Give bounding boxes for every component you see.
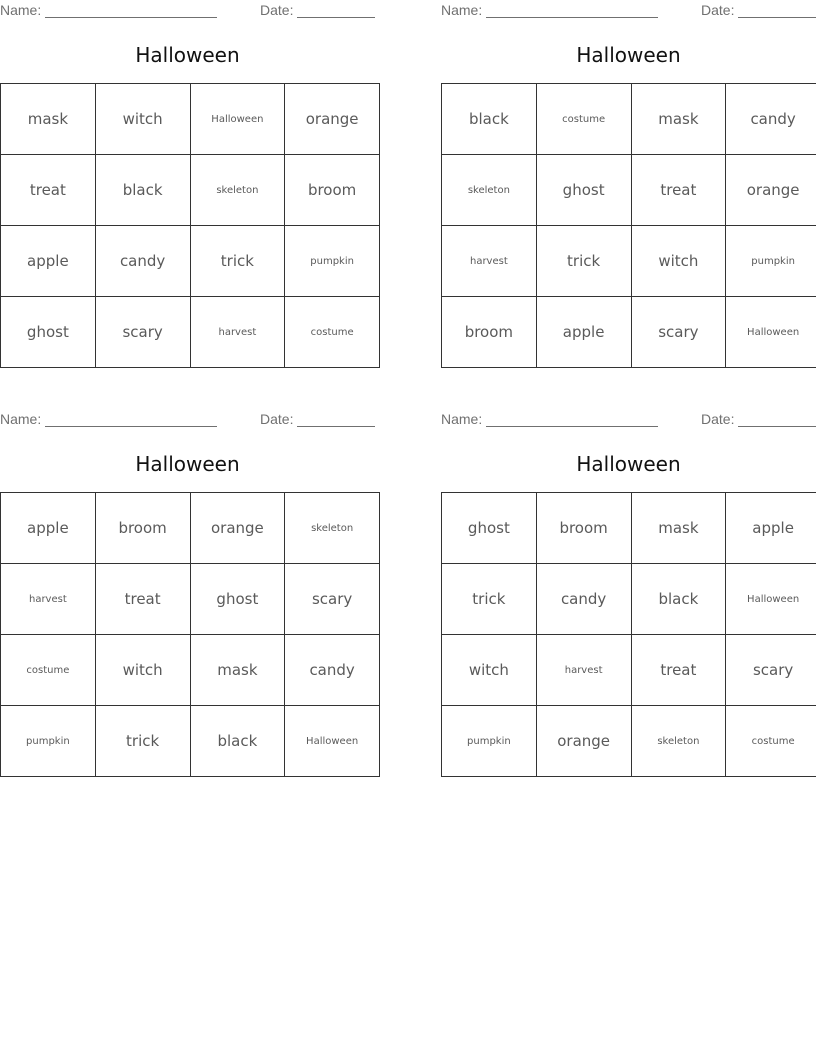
bingo-grid xyxy=(441,83,816,368)
bingo-cell: skeleton xyxy=(190,155,285,226)
bingo-cell: black xyxy=(95,155,190,226)
bingo-cell: harvest xyxy=(1,564,96,635)
name-field-line[interactable] xyxy=(45,426,217,427)
date-field-line[interactable] xyxy=(297,17,375,18)
bingo-cell: black xyxy=(190,706,285,777)
bingo-cell: orange xyxy=(285,84,380,155)
bingo-cell: candy xyxy=(726,84,816,155)
grid-row xyxy=(1,706,380,777)
bingo-cell: mask xyxy=(631,493,726,564)
bingo-cell: Halloween xyxy=(190,84,285,155)
date-label: Date: xyxy=(701,2,735,18)
bingo-cell: costume xyxy=(1,635,96,706)
bingo-cell: skeleton xyxy=(631,706,726,777)
name-label: Name: xyxy=(0,2,42,18)
bingo-cell: Halloween xyxy=(726,564,816,635)
bingo-cell: candy xyxy=(536,564,631,635)
grid-row xyxy=(1,155,380,226)
grid-row xyxy=(442,155,816,226)
name-field-line[interactable] xyxy=(45,17,217,18)
bingo-cell: ghost xyxy=(536,155,631,226)
bingo-cell: treat xyxy=(631,155,726,226)
grid-row xyxy=(1,226,380,297)
bingo-cell: pumpkin xyxy=(726,226,816,297)
bingo-cell: mask xyxy=(190,635,285,706)
grid-row xyxy=(1,635,380,706)
date-field-line[interactable] xyxy=(738,426,816,427)
bingo-cell: witch xyxy=(95,635,190,706)
date-field-line[interactable] xyxy=(297,426,375,427)
grid-row xyxy=(1,564,380,635)
bingo-cell: ghost xyxy=(190,564,285,635)
bingo-cell: scary xyxy=(95,297,190,368)
bingo-cell: treat xyxy=(95,564,190,635)
bingo-cell: treat xyxy=(1,155,96,226)
name-label: Name: xyxy=(441,2,483,18)
bingo-cell: costume xyxy=(726,706,816,777)
bingo-cell: broom xyxy=(95,493,190,564)
bingo-cell: witch xyxy=(95,84,190,155)
bingo-cell: broom xyxy=(442,297,537,368)
name-date-header xyxy=(441,2,816,20)
bingo-cell: harvest xyxy=(442,226,537,297)
date-label: Date: xyxy=(260,411,294,427)
bingo-cell: costume xyxy=(285,297,380,368)
bingo-grid xyxy=(0,83,380,368)
name-field-line[interactable] xyxy=(486,426,658,427)
bingo-cell: black xyxy=(631,564,726,635)
bingo-cell: candy xyxy=(95,226,190,297)
bingo-grid xyxy=(0,492,380,777)
bingo-cell: apple xyxy=(536,297,631,368)
grid-row xyxy=(1,297,380,368)
grid-row xyxy=(442,635,816,706)
grid-row xyxy=(442,297,816,368)
bingo-cell: broom xyxy=(285,155,380,226)
card-title: Halloween xyxy=(135,452,240,476)
bingo-cell: witch xyxy=(442,635,537,706)
name-label: Name: xyxy=(0,411,42,427)
bingo-cell: apple xyxy=(1,493,96,564)
bingo-cell: trick xyxy=(536,226,631,297)
bingo-cell: apple xyxy=(726,493,816,564)
bingo-cell: Halloween xyxy=(726,297,816,368)
name-field-line[interactable] xyxy=(486,17,658,18)
card-title: Halloween xyxy=(576,43,681,67)
grid-row xyxy=(1,493,380,564)
bingo-grid xyxy=(441,492,816,777)
card-title: Halloween xyxy=(135,43,240,67)
bingo-cell: scary xyxy=(726,635,816,706)
bingo-cell: black xyxy=(442,84,537,155)
bingo-cell: pumpkin xyxy=(442,706,537,777)
bingo-cell: orange xyxy=(536,706,631,777)
grid-row xyxy=(442,84,816,155)
bingo-cell: mask xyxy=(1,84,96,155)
grid-row xyxy=(442,564,816,635)
bingo-cell: broom xyxy=(536,493,631,564)
bingo-cell: scary xyxy=(631,297,726,368)
bingo-cell: Halloween xyxy=(285,706,380,777)
bingo-cell: pumpkin xyxy=(285,226,380,297)
bingo-cell: trick xyxy=(442,564,537,635)
name-date-header xyxy=(0,411,375,429)
bingo-cell: treat xyxy=(631,635,726,706)
bingo-cell: ghost xyxy=(1,297,96,368)
bingo-cell: harvest xyxy=(190,297,285,368)
bingo-cell: ghost xyxy=(442,493,537,564)
bingo-cell: skeleton xyxy=(442,155,537,226)
card-title: Halloween xyxy=(576,452,681,476)
bingo-cell: pumpkin xyxy=(1,706,96,777)
name-label: Name: xyxy=(441,411,483,427)
grid-row xyxy=(442,706,816,777)
date-label: Date: xyxy=(701,411,735,427)
bingo-cell: trick xyxy=(95,706,190,777)
date-label: Date: xyxy=(260,2,294,18)
bingo-cell: trick xyxy=(190,226,285,297)
bingo-cell: orange xyxy=(726,155,816,226)
bingo-cell: skeleton xyxy=(285,493,380,564)
bingo-cell: costume xyxy=(536,84,631,155)
bingo-cell: orange xyxy=(190,493,285,564)
bingo-cell: mask xyxy=(631,84,726,155)
name-date-header xyxy=(441,411,816,429)
grid-row xyxy=(1,84,380,155)
date-field-line[interactable] xyxy=(738,17,816,18)
bingo-cell: scary xyxy=(285,564,380,635)
bingo-cell: witch xyxy=(631,226,726,297)
name-date-header xyxy=(0,2,375,20)
bingo-cell: harvest xyxy=(536,635,631,706)
bingo-cell: candy xyxy=(285,635,380,706)
grid-row xyxy=(442,226,816,297)
grid-row xyxy=(442,493,816,564)
bingo-cell: apple xyxy=(1,226,96,297)
